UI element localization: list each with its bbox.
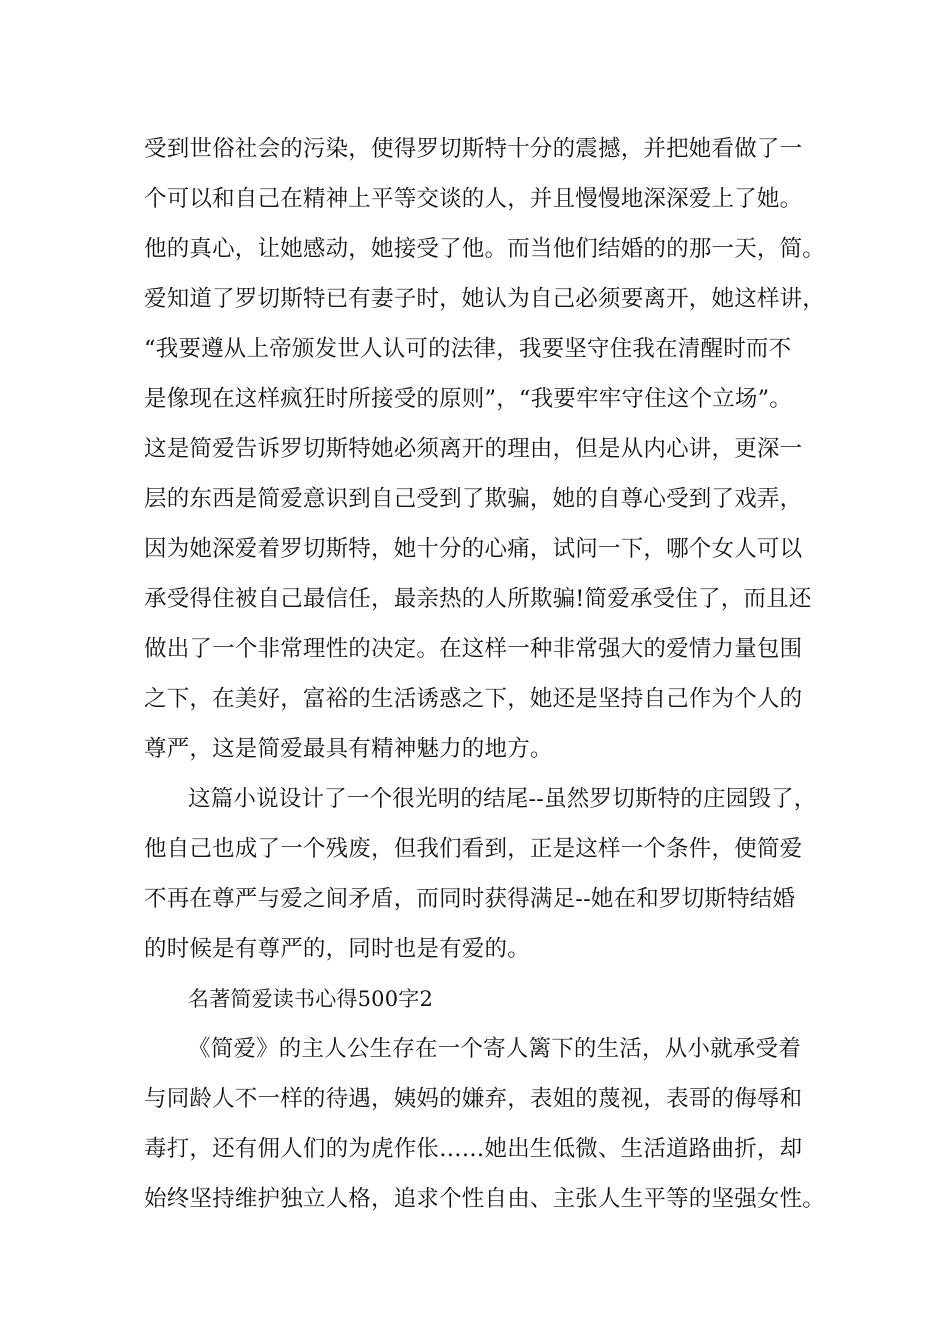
text-line: 他的真心，让她感动，她接受了他。而当他们结婚的的那一天，简。 xyxy=(144,236,826,262)
text-line: 受到世俗社会的污染，使得罗切斯特十分的震撼，并把她看做了一 xyxy=(144,136,803,162)
text-line: 他自己也成了一个残废，但我们看到，正是这样一个条件，使简爱 xyxy=(144,836,803,862)
text-line: “我要遵从上帝颁发世人认可的法律，我要坚守住我在清醒时而不 xyxy=(144,336,792,362)
text-line: 这篇小说设计了一个很光明的结尾--虽然罗切斯特的庄园毁了， xyxy=(188,786,817,812)
text-line: 的时候是有尊严的，同时也是有爱的。 xyxy=(144,936,530,962)
text-line: 因为她深爱着罗切斯特，她十分的心痛，试问一下，哪个女人可以 xyxy=(144,536,803,562)
paragraph xyxy=(144,124,824,774)
text-line: 《简爱》的主人公生存在一个寄人篱下的生活，从小就承受着 xyxy=(188,1036,801,1062)
text-line: 爱知道了罗切斯特已有妻子时，她认为自己必须要离开，她这样讲， xyxy=(144,286,826,312)
text-line: 这是简爱告诉罗切斯特她必须离开的理由，但是从内心讲，更深一 xyxy=(144,436,803,462)
paragraph xyxy=(144,1024,824,1224)
text-line: 做出了一个非常理性的决定。在这样一种非常强大的爱情力量包围 xyxy=(144,636,803,662)
text-line: 始终坚持维护独立人格，追求个性自由、主张人生平等的坚强女性。 xyxy=(144,1186,826,1212)
paragraph xyxy=(144,774,824,974)
section-heading: 名著简爱读书心得500字2 xyxy=(188,987,434,1011)
text-line: 层的东西是简爱意识到自己受到了欺骗，她的自尊心受到了戏弄， xyxy=(144,486,803,512)
text-line: 承受得住被自己最信任，最亲热的人所欺骗!简爱承受住了，而且还 xyxy=(144,586,812,612)
document-body xyxy=(144,124,824,1224)
text-line: 尊严，这是简爱最具有精神魅力的地方。 xyxy=(144,736,553,762)
text-line: 不再在尊严与爱之间矛盾，而同时获得满足--她在和罗切斯特结婚 xyxy=(144,886,796,912)
text-line: 毒打，还有佣人们的为虎作伥……她出生低微、生活道路曲折，却 xyxy=(144,1136,803,1162)
text-line: 是像现在这样疯狂时所接受的原则”，“我要牢牢守住这个立场”。 xyxy=(144,386,793,412)
text-line: 与同龄人不一样的待遇，姨妈的嫌弃，表姐的蔑视，表哥的侮辱和 xyxy=(144,1086,803,1112)
text-line: 之下，在美好，富裕的生活诱惑之下，她还是坚持自己作为个人的 xyxy=(144,686,803,712)
text-line: 个可以和自己在精神上平等交谈的人，并且慢慢地深深爱上了她。 xyxy=(144,186,803,212)
